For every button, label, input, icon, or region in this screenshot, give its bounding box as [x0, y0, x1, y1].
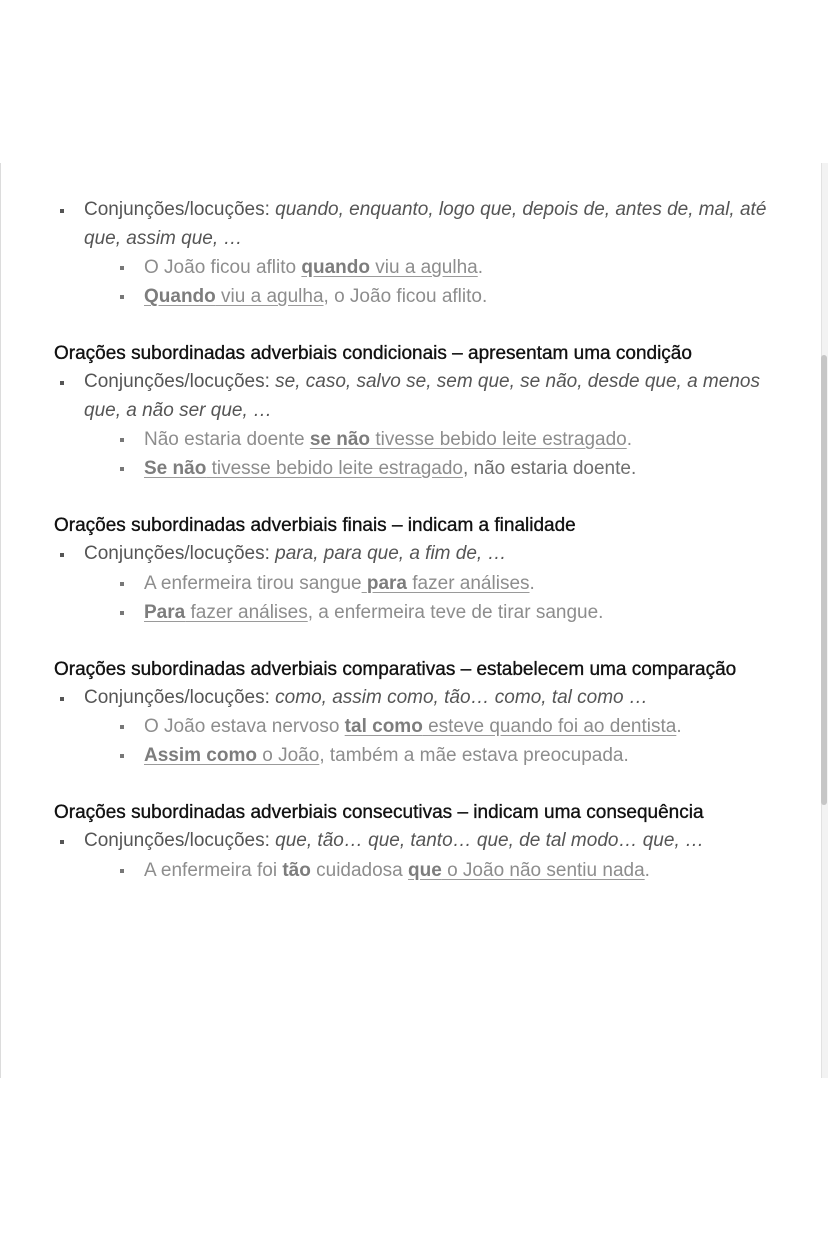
example-segment: Assim como — [144, 745, 257, 766]
example-segment: A enfermeira tirou sangue — [144, 572, 362, 594]
example-segment: fazer análises — [185, 601, 308, 623]
example-segment: tivesse bebido leite estragado — [370, 429, 627, 450]
conjunctions-item — [54, 540, 778, 627]
example-segment: viu a agulha — [369, 257, 478, 278]
example-segment: O João ficou aflito — [144, 257, 302, 278]
example-segment: fazer análises — [407, 572, 530, 594]
example-segment: O João estava nervoso — [144, 716, 345, 737]
example-segment: o João — [256, 745, 320, 766]
examples-list — [84, 712, 778, 770]
conjunctions-list: para, para que, a fim de, … — [275, 543, 507, 564]
conjunctions-item — [54, 684, 778, 771]
example-segment: , também a mãe estava preocupada. — [319, 745, 629, 766]
example-segment: Se não — [144, 458, 207, 479]
section-condicionais — [54, 340, 778, 483]
conjunctions-list: quando, enquanto, logo que, depois de, antes de, mal, até que, assim que, … — [84, 199, 767, 249]
example-sentence — [84, 856, 778, 885]
example-segment: cuidadosa — [310, 859, 409, 881]
example-segment: viu a agulha — [215, 286, 324, 307]
example-segment: . — [644, 859, 650, 881]
conjunctions-item — [54, 196, 778, 311]
examples-list — [84, 425, 778, 483]
example-segment: se não — [309, 429, 371, 450]
example-sentence — [84, 712, 778, 741]
example-segment: , a enfermeira teve de tirar sangue. — [307, 601, 604, 623]
example-sentence — [84, 425, 778, 454]
example-segment: , o João ficou aflito. — [323, 286, 488, 307]
section-consecutivas — [54, 799, 778, 885]
example-sentence — [84, 253, 778, 282]
example-sentence — [84, 598, 778, 627]
example-segment: o João não sentiu nada — [441, 859, 645, 881]
example-segment: tal como — [344, 716, 423, 737]
conjunctions-item — [54, 827, 778, 885]
examples-list — [84, 569, 778, 627]
example-segment: . — [676, 716, 682, 737]
example-segment: . — [477, 257, 484, 278]
example-sentence — [84, 282, 778, 311]
example-segment: quando — [301, 257, 370, 278]
section-comparativas — [54, 656, 778, 771]
example-segment: tão — [282, 859, 311, 881]
section-heading: Orações subordinadas adverbiais consecutivas – indicam uma consequência — [54, 802, 704, 823]
example-segment: esteve quando foi ao dentista — [422, 716, 677, 737]
section-finais — [54, 512, 778, 627]
conjunctions-label: Conjunções/locuções: — [84, 830, 270, 851]
examples-list — [84, 856, 778, 885]
example-sentence — [84, 454, 778, 483]
example-segment: Não estaria doente — [144, 429, 310, 450]
example-segment: tivesse bebido leite estragado — [206, 458, 463, 479]
scrollbar-thumb[interactable] — [821, 355, 827, 805]
example-segment: . — [529, 572, 535, 594]
example-sentence — [84, 569, 778, 598]
document-content — [54, 196, 778, 914]
example-segment: , não estaria doente. — [462, 458, 637, 479]
conjunctions-label: Conjunções/locuções: — [84, 543, 270, 564]
section-heading: Orações subordinadas adverbiais finais – indicam a finalidade — [54, 515, 576, 536]
conjunctions-label: Conjunções/locuções: — [84, 199, 270, 220]
example-segment: Para — [144, 601, 186, 623]
example-segment: para — [366, 572, 407, 594]
conjunctions-list: como, assim como, tão… como, tal como … — [275, 686, 648, 708]
section-heading: Orações subordinadas adverbiais condicionais – apresentam uma condição — [54, 343, 692, 364]
section-heading: Orações subordinadas adverbiais comparativas – estabelecem uma comparação — [54, 658, 737, 680]
example-sentence — [84, 741, 778, 770]
example-segment: Quando — [144, 286, 216, 307]
conjunctions-list: que, tão… que, tanto… que, de tal modo… que, … — [275, 830, 704, 851]
conjunctions-item — [54, 368, 778, 483]
conjunctions-label: Conjunções/locuções: — [84, 686, 270, 708]
conjunctions-list: se, caso, salvo se, sem que, se não, desde que, a menos que, a não ser que, … — [84, 371, 760, 421]
example-segment: que — [408, 859, 442, 881]
example-segment: . — [626, 429, 632, 450]
conjunctions-label: Conjunções/locuções: — [84, 371, 270, 392]
examples-list — [84, 253, 778, 311]
example-segment: A enfermeira foi — [144, 859, 283, 881]
section-temporais — [54, 196, 778, 311]
